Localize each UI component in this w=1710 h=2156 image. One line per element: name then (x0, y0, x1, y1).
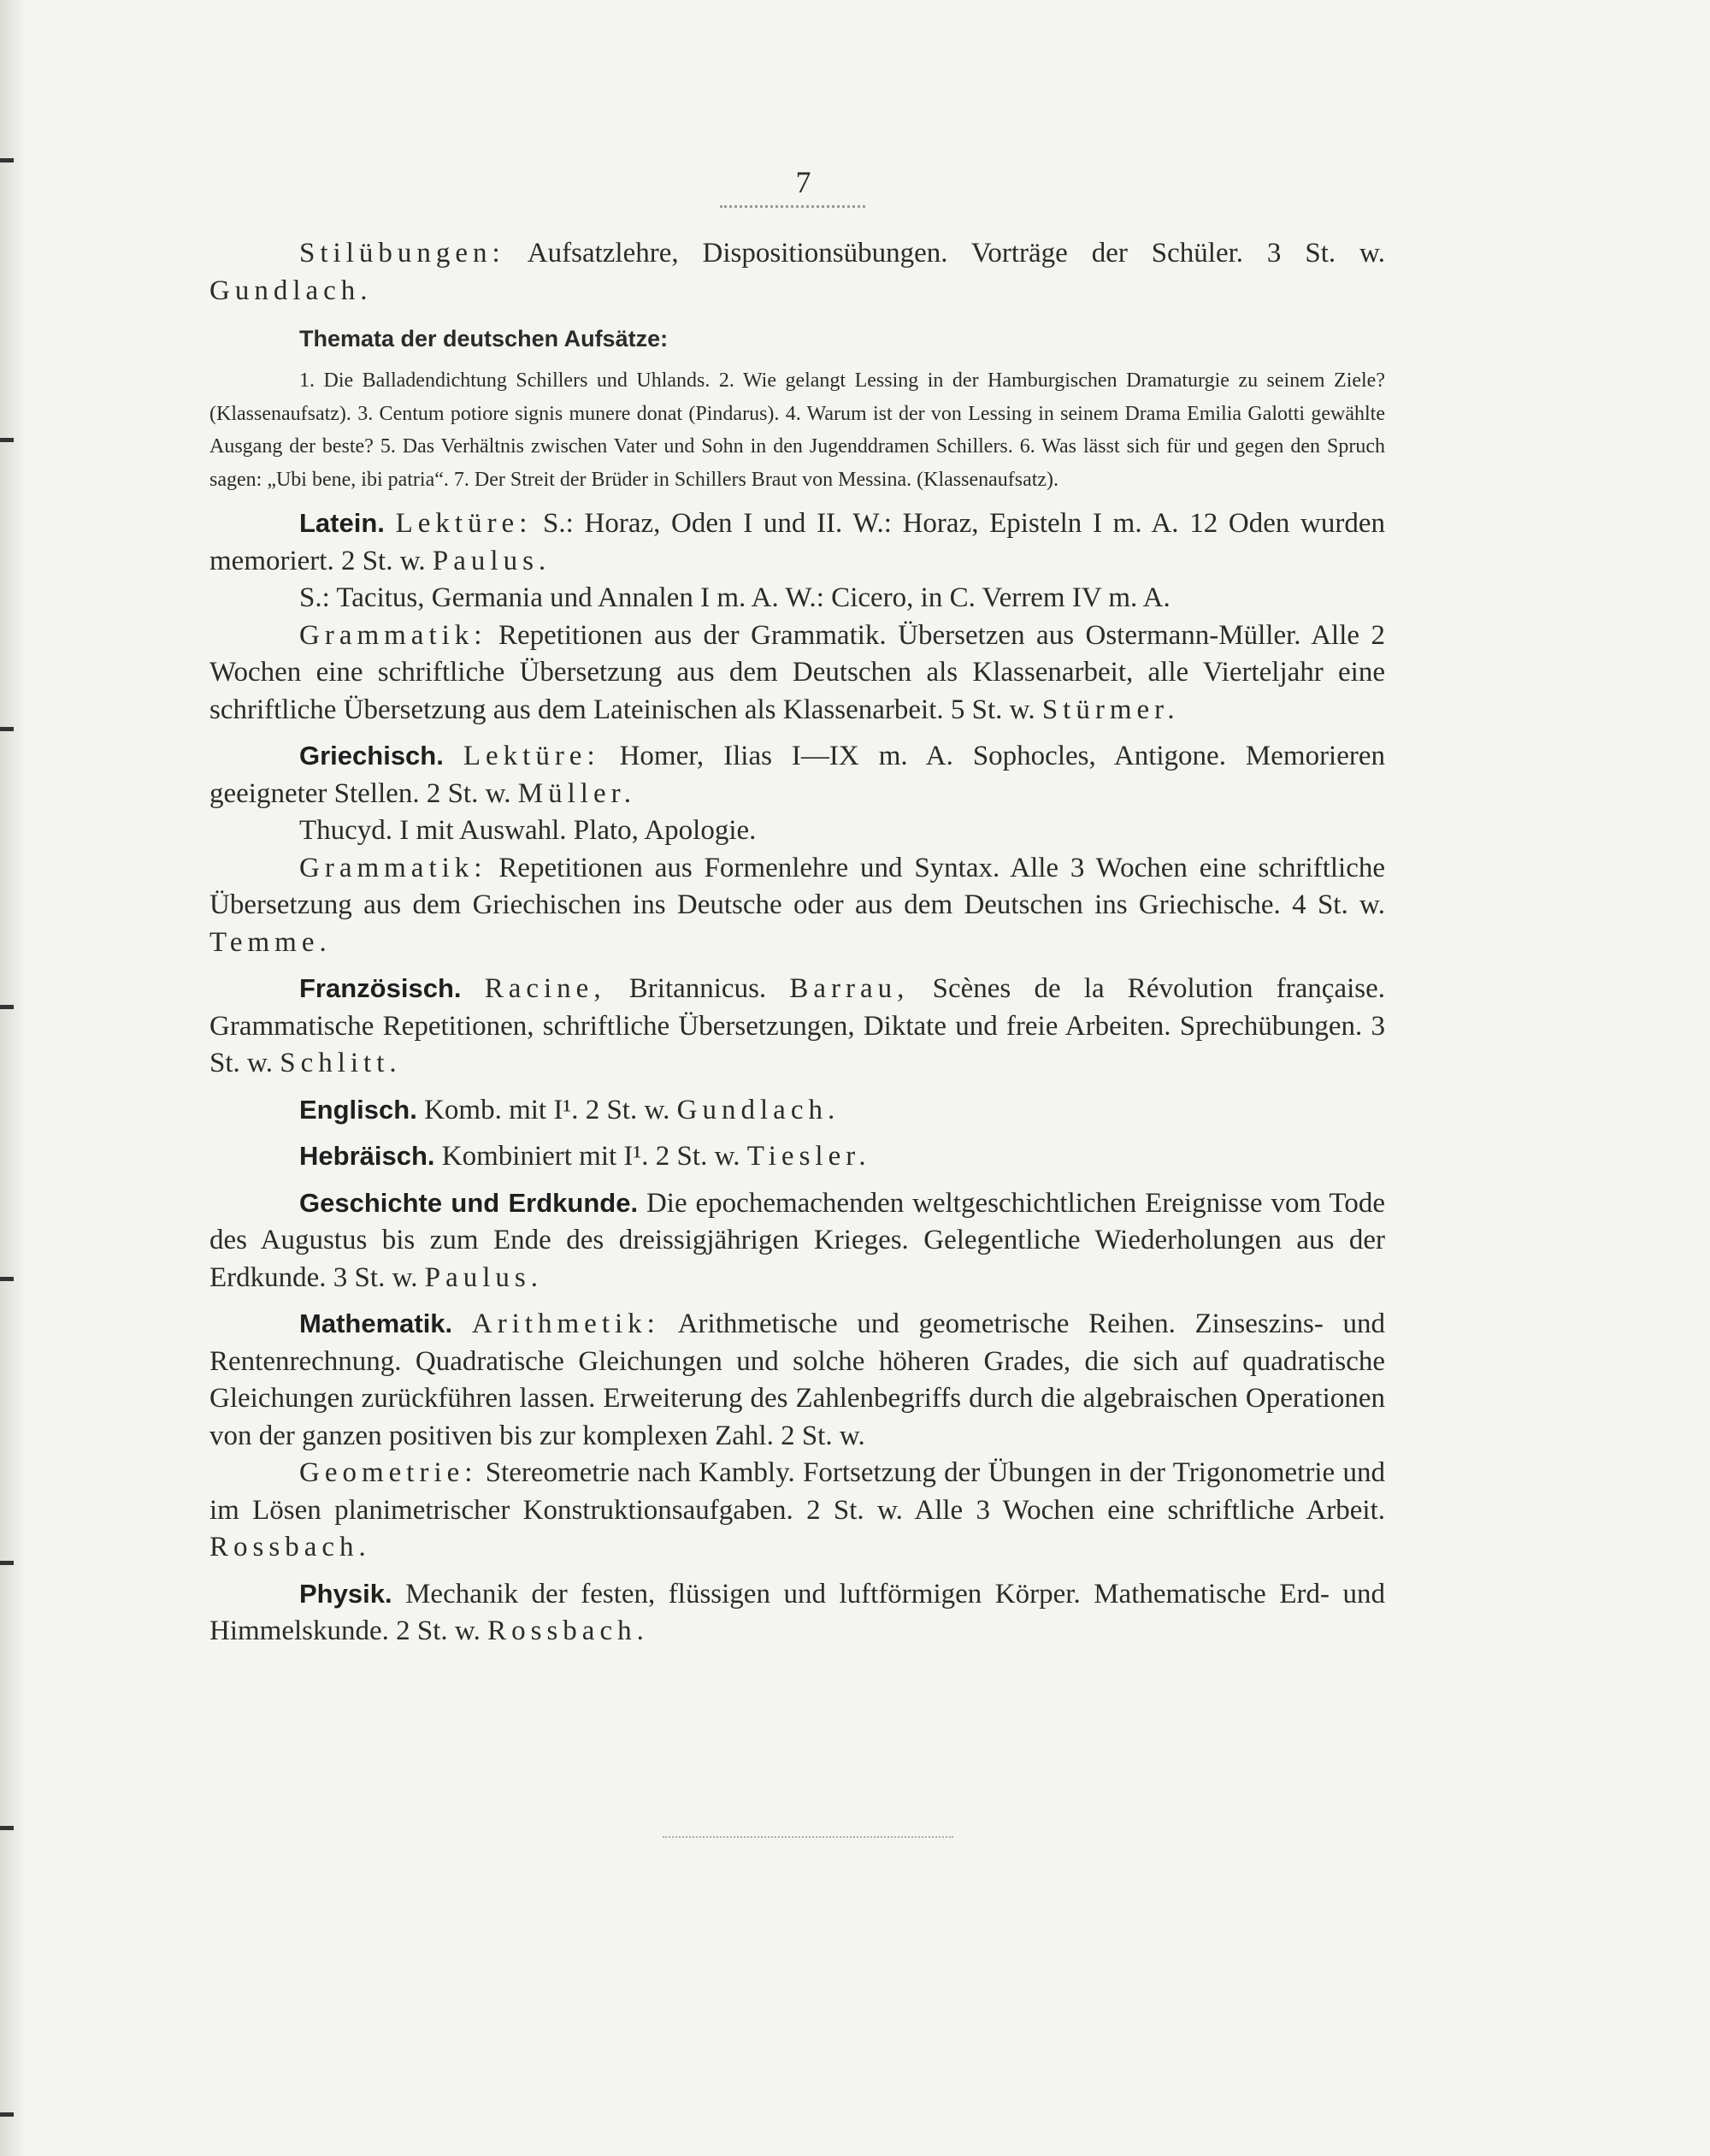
page-body (209, 235, 1385, 1651)
geschichte-heading: Geschichte und Erdkunde. (299, 1187, 639, 1218)
griechisch-grammatik-label: Grammatik: (299, 852, 487, 883)
latein-second-line: S.: Tacitus, Germania und Annalen I m. A. W.: Cicero, in C. Verrem IV m. A. (299, 582, 1170, 613)
hebraeisch-teacher: Tiesler. (746, 1141, 871, 1172)
hebraeisch-heading: Hebräisch. (299, 1141, 435, 1171)
hebraeisch-paragraph (209, 1137, 1385, 1176)
latein-lekture-paragraph (209, 505, 1385, 580)
griechisch-heading: Griechisch. (299, 741, 444, 771)
stiluebungen-paragraph (209, 235, 1385, 310)
stiluebungen-label: Stilübungen: (299, 238, 505, 269)
franzoesisch-author-racine: Racine, (484, 973, 606, 1004)
latein-grammatik-teacher: Stürmer. (1041, 694, 1180, 725)
griechisch-lekture-label: Lektüre: (463, 741, 600, 771)
franzoesisch-heading: Französisch. (299, 973, 462, 1003)
latein-grammatik-label: Grammatik: (299, 619, 487, 651)
englisch-teacher: Gundlach. (676, 1094, 840, 1125)
margin-mark (0, 2112, 14, 2117)
stiluebungen-text: Aufsatzlehre, Dispositionsübungen. Vorträge der Schüler. 3 St. w. (504, 238, 1385, 269)
mathematik-geometrie-paragraph (209, 1455, 1385, 1567)
franzoesisch-teacher: Schlitt. (280, 1048, 402, 1078)
mathematik-geometrie-teacher: Rossbach. (209, 1532, 371, 1562)
latein-lekture-label: Lektüre: (395, 508, 533, 539)
margin-mark (0, 1277, 14, 1281)
griechisch-lekture-text: Homer, Ilias I—IX m. A. Sophocles, Antigone. Memorieren geeigneter Stellen. 2 St. w. (209, 741, 1386, 809)
margin-mark (0, 727, 14, 731)
physik-paragraph (209, 1575, 1385, 1651)
englisch-heading: Englisch. (299, 1094, 417, 1125)
mathematik-arithmetik-text: Arithmetische und geometrische Reihen. Zinseszins- und Rentenrechnung. Quadratische Gleichungen und solche höheren Grades, die sich auf quadratische Gleichungen zurückführen lassen. Erweiterung des Zahlenbegriffs durch die algebraischen Operationen von der ganzen positiven bis zur komplexen Zahl. 2 St. w. (209, 1308, 1386, 1451)
stiluebungen-teacher: Gundlach. (209, 275, 373, 306)
griechisch-lekture-paragraph (209, 737, 1385, 812)
page-number: 7 (795, 165, 812, 199)
englisch-text: Komb. mit I¹. 2 St. w. (416, 1094, 677, 1125)
mathematik-geometrie-label: Geometrie: (299, 1457, 478, 1488)
franzoesisch-text-2: Scènes de la Révolution française. Grammatische Repetitionen, schriftliche Übersetzungen, Diktate und freie Arbeiten. Sprechübungen. 3 St. w. (209, 973, 1385, 1078)
geschichte-paragraph (209, 1184, 1385, 1297)
physik-heading: Physik. (299, 1578, 392, 1609)
mathematik-arithmetik-label: Arithmetik: (471, 1308, 660, 1339)
hebraeisch-text: Kombiniert mit I¹. 2 St. w. (434, 1141, 747, 1172)
latein-lekture-teacher: Paulus. (432, 545, 551, 576)
mathematik-arithmetik-paragraph (209, 1305, 1385, 1455)
latein-lekture-text: S.: Horaz, Oden I und II. W.: Horaz, Episteln I m. A. 12 Oden wurden memoriert. 2 St. w. (209, 508, 1386, 576)
englisch-paragraph (209, 1091, 1385, 1130)
griechisch-grammatik-teacher: Temme. (209, 926, 332, 958)
page-number-rule (720, 205, 865, 208)
margin-mark (0, 1005, 14, 1009)
franzoesisch-text-1: Britannicus. (605, 973, 790, 1004)
themata-heading: Themata der deutschen Aufsätze: (299, 326, 669, 351)
latein-heading: Latein. (299, 508, 385, 538)
margin-mark (0, 158, 14, 162)
themata-list: 1. Die Balladendichtung Schillers und Uhlands. 2. Wie gelangt Lessing in der Hamburgischen Dramaturgie zu seinem Ziele? (Klassenaufsatz). 3. Centum potiore signis munere donat (Pindarus). 4. Warum ist der von Lessing in seinem Drama Emilia Galotti gewählte Ausgang der beste? 5. Das Verhältnis zwischen Vater und Sohn in den Jugenddramen Schillers. 6. Was lässt sich für und gegen den Spruch sagen: „Ubi bene, ibi patria“. 7. Der Streit der Brüder in Schillers Braut von Messina. (Klassenaufsatz). (209, 369, 1385, 491)
franzoesisch-paragraph (209, 970, 1385, 1083)
latein-grammatik-paragraph (209, 617, 1385, 729)
margin-mark (0, 438, 14, 442)
geschichte-teacher: Paulus. (424, 1261, 544, 1293)
griechisch-grammatik-text: Repetitionen aus Formenlehre und Syntax. Alle 3 Wochen eine schriftliche Übersetzung aus dem Griechischen ins Deutsche oder aus dem Deutschen ins Griechische. 4 St. w. (209, 852, 1385, 920)
margin-mark (0, 1826, 14, 1830)
margin-mark (0, 1561, 14, 1565)
geschichte-text: Die epochemachenden weltgeschichtlichen Ereignisse vom Tode des Augustus bis zum Ende des dreissigjährigen Krieges. Gelegentliche Wiederholungen aus der Erdkunde. 3 St. w. (209, 1187, 1385, 1293)
griechisch-grammatik-paragraph (209, 850, 1385, 962)
physik-teacher: Rossbach. (487, 1616, 649, 1646)
mathematik-heading: Mathematik. (299, 1308, 453, 1338)
end-rule (663, 1836, 953, 1838)
franzoesisch-author-barrau: Barrau, (789, 973, 910, 1004)
scan-edge-shadow (0, 0, 26, 2156)
mathematik-geometrie-text: Stereometrie nach Kambly. Fortsetzung der Übungen in der Trigonometrie und im Lösen planimetrischer Konstruktionsaufgaben. 2 St. w. Alle 3 Wochen eine schriftliche Arbeit. (209, 1457, 1385, 1526)
griechisch-lekture-teacher: Müller. (517, 777, 637, 809)
latein-grammatik-text: Repetitionen aus der Grammatik. Übersetzen aus Ostermann-Müller. Alle 2 Wochen eine schriftliche Übersetzung aus dem Deutschen als Klassenarbeit, alle Vierteljahr eine schriftliche Übersetzung aus dem Lateinischen als Klassenarbeit. 5 St. w. (209, 619, 1385, 725)
physik-text: Mechanik der festen, flüssigen und luftförmigen Körper. Mathematische Erd- und Himmelskunde. 2 St. w. (209, 1578, 1385, 1646)
griechisch-second-line: Thucyd. I mit Auswahl. Plato, Apologie. (299, 815, 757, 846)
